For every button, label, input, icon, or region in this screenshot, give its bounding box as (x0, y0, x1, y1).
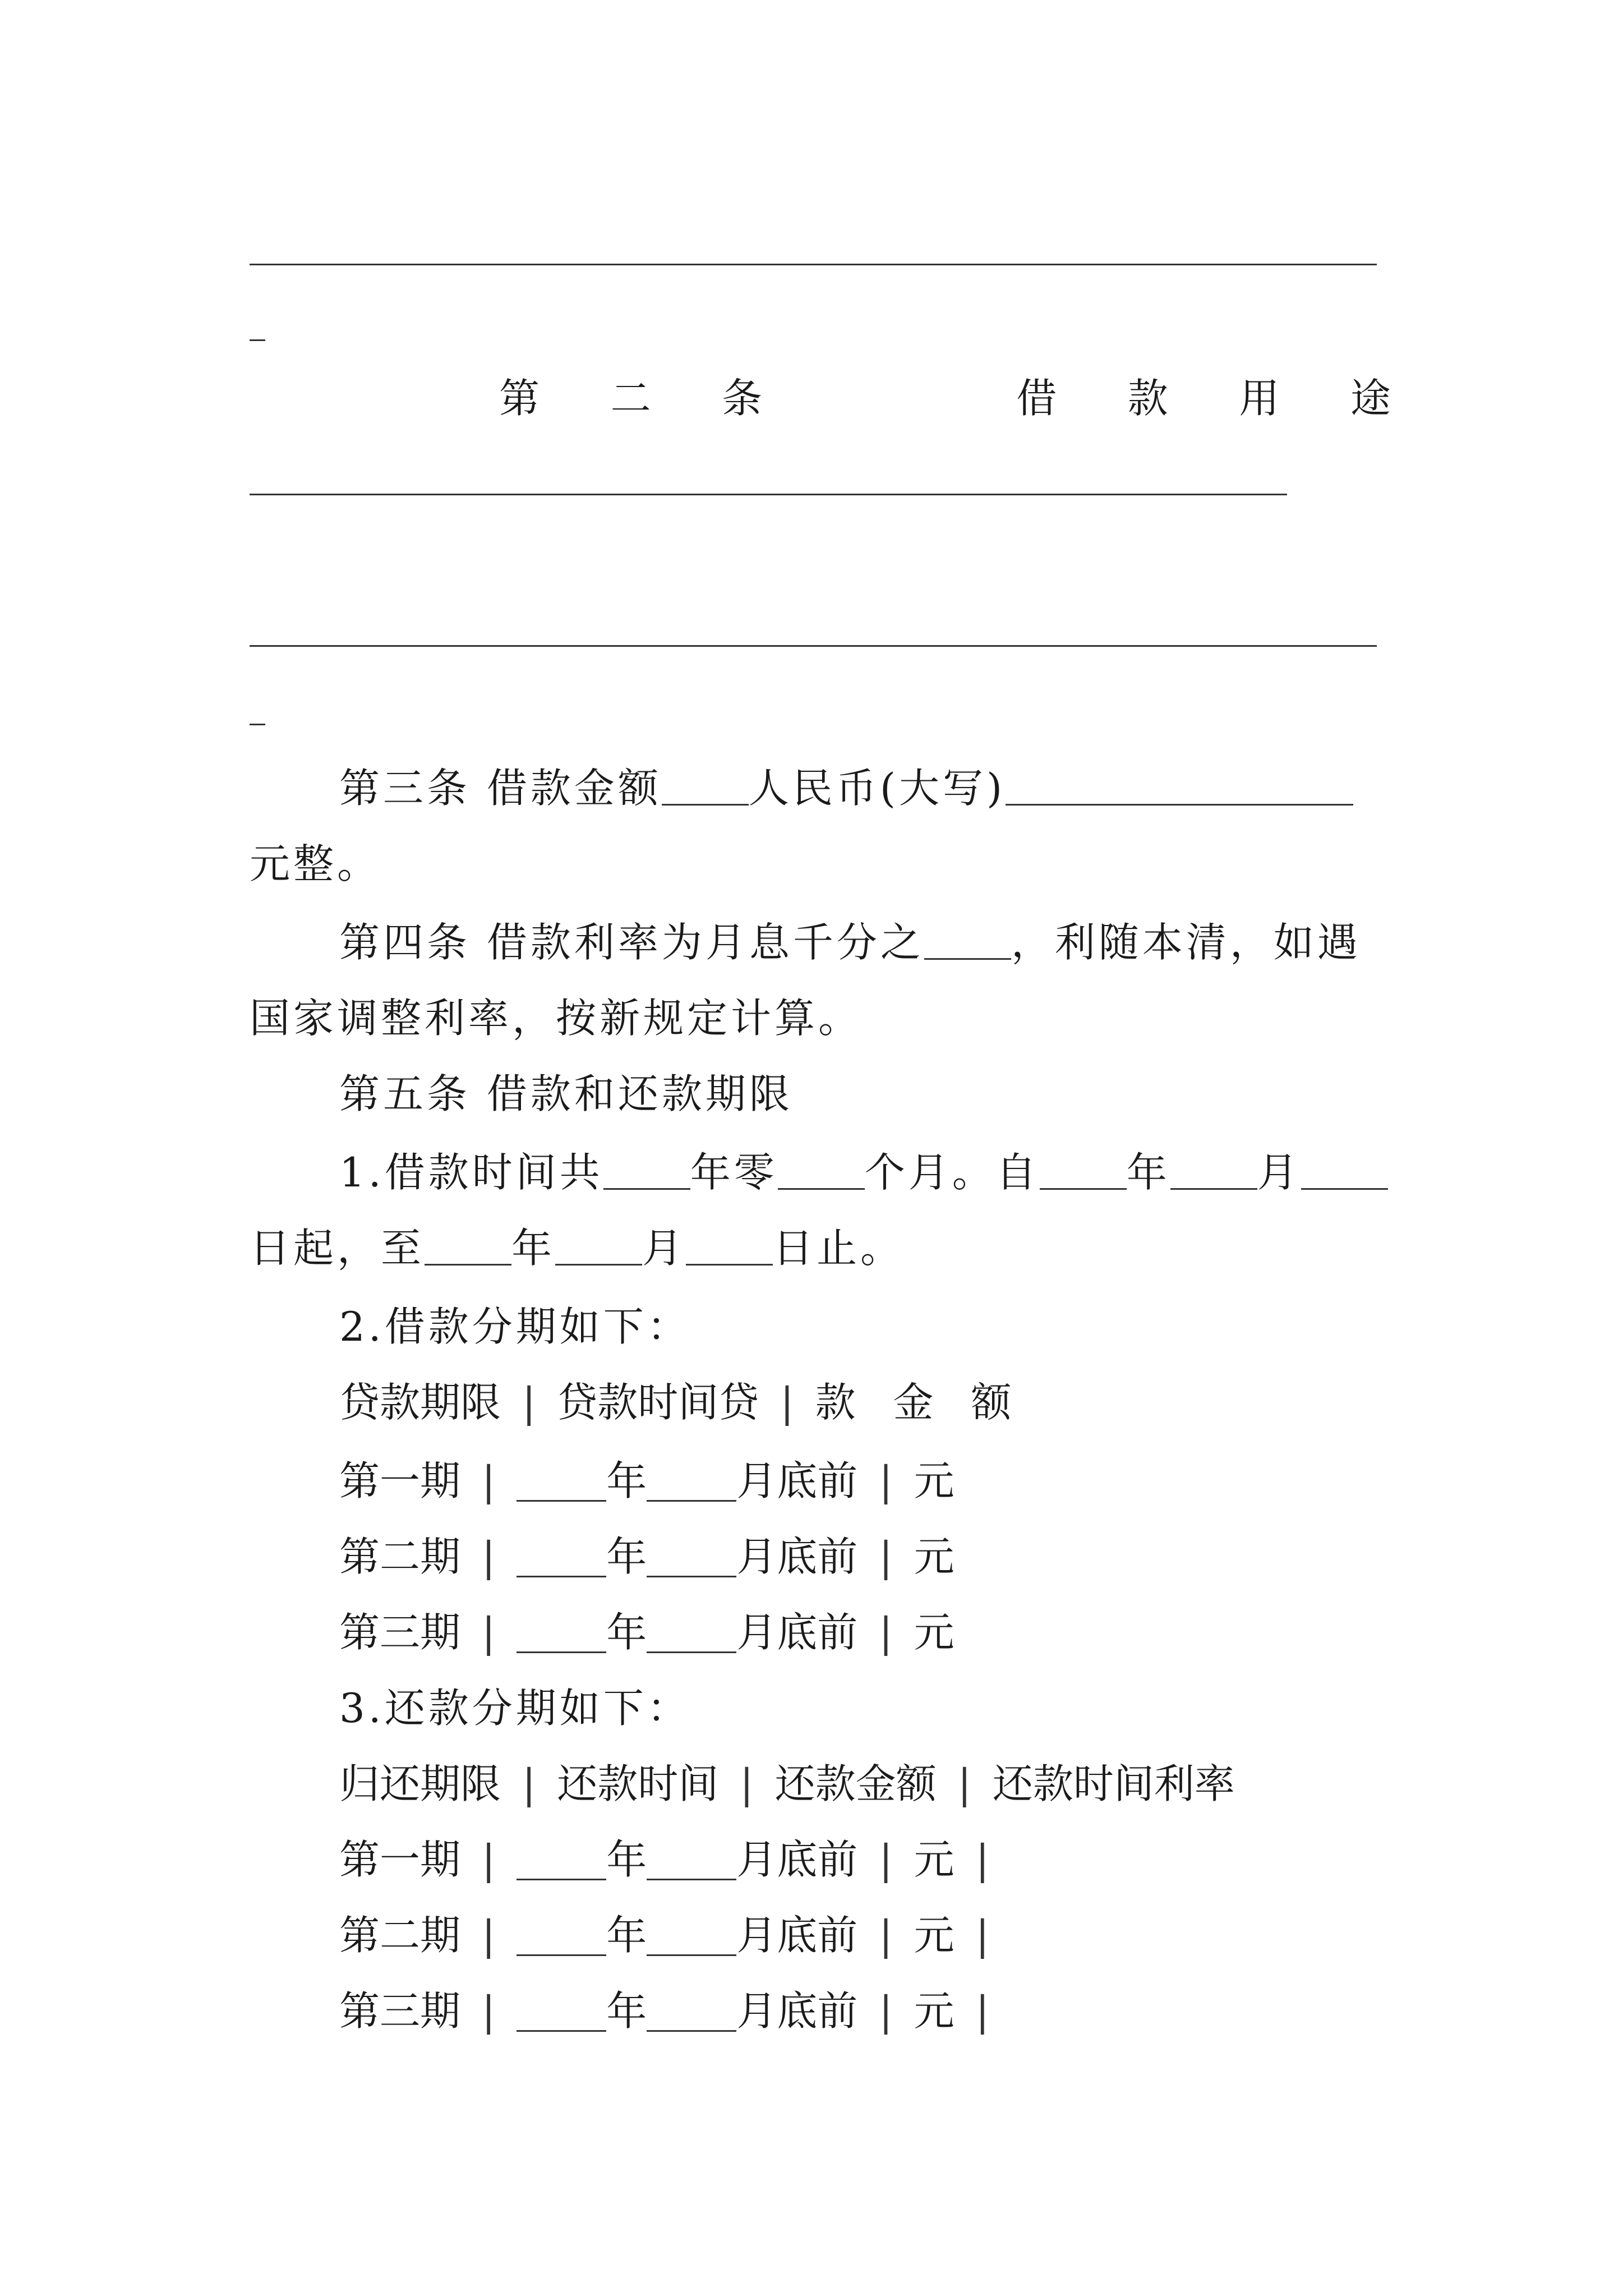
table-separator: | (879, 1609, 893, 1656)
year-label: 年 (606, 1457, 647, 1504)
article-3-prefix: 第三条 借款金额 (339, 765, 662, 812)
period-label: 第三期 (339, 1987, 461, 2035)
article-3-mid: 人民币(大写) (748, 765, 1006, 812)
blank-field[interactable] (778, 1149, 865, 1190)
unit-label: 元 (914, 1912, 955, 1959)
table-separator: | (482, 1457, 496, 1504)
table-header: 款 金 额 (815, 1379, 1024, 1426)
unit-label: 元 (914, 1609, 955, 1656)
text: 1.借款时间共 (339, 1149, 603, 1196)
fill-in-line (250, 264, 1377, 265)
table-row (339, 1907, 1011, 1963)
table-row (339, 1453, 955, 1509)
article-2-char: 二 (610, 375, 651, 422)
blank-field[interactable] (603, 1149, 690, 1190)
article-4-prefix: 第四条 借款利率为月息千分之 (339, 919, 924, 966)
blank-field[interactable] (1301, 1149, 1388, 1190)
blank-field[interactable] (662, 765, 749, 806)
article-4-line-1 (339, 914, 1361, 970)
unit-label: 元 (914, 1533, 955, 1580)
table-separator: | (957, 1760, 971, 1807)
blank-field[interactable] (517, 1991, 606, 2032)
article-2-char: 第 (499, 375, 540, 422)
article-4-suffix: ，利随本清，如遇 (1011, 919, 1361, 966)
article-5-item-1-line-2 (250, 1220, 904, 1276)
period-label: 第一期 (339, 1457, 461, 1504)
blank-field[interactable] (1170, 1149, 1257, 1190)
blank-field[interactable] (647, 1991, 736, 2032)
article-2-char: 款 (1127, 375, 1168, 422)
table-header: 还款时间利率 (992, 1760, 1235, 1807)
fill-in-line-stub (250, 724, 265, 725)
blank-field[interactable] (1006, 765, 1353, 806)
unit-label: 元 (914, 1987, 955, 2035)
table-separator: | (879, 1987, 893, 2035)
table-separator: | (522, 1379, 536, 1426)
text: 年 (1126, 1149, 1170, 1196)
year-label: 年 (606, 1912, 647, 1959)
text: 月 (642, 1225, 686, 1272)
article-2-char: 借 (1016, 375, 1057, 422)
article-3-tail: 元整。 (250, 840, 381, 887)
table-header: 还款金额 (774, 1760, 937, 1807)
blank-field[interactable] (647, 1461, 736, 1502)
blank-field[interactable] (647, 1839, 736, 1880)
text: 日止。 (773, 1225, 905, 1272)
period-label: 第三期 (339, 1609, 461, 1656)
month-label: 月底前 (736, 1912, 858, 1959)
table-separator: | (879, 1457, 893, 1504)
blank-field[interactable] (555, 1225, 642, 1266)
fill-in-line (250, 494, 1287, 495)
blank-field[interactable] (517, 1839, 606, 1880)
table-row (339, 1604, 955, 1660)
blank-field[interactable] (517, 1915, 606, 1956)
blank-field[interactable] (924, 919, 1011, 960)
unit-label: 元 (914, 1836, 955, 1883)
blank-field[interactable] (1040, 1149, 1127, 1190)
unit-label: 元 (914, 1457, 955, 1504)
text: 个月。自 (864, 1149, 1040, 1196)
month-label: 月底前 (736, 1987, 858, 2035)
month-label: 月底前 (736, 1457, 858, 1504)
table-separator: | (482, 1533, 496, 1580)
year-label: 年 (606, 1609, 647, 1656)
blank-field[interactable] (517, 1461, 606, 1502)
table-row (339, 1983, 1011, 2039)
blank-field[interactable] (647, 1915, 736, 1956)
text: 月 (1257, 1149, 1301, 1196)
period-label: 第二期 (339, 1533, 461, 1580)
table-separator: | (975, 1912, 989, 1959)
table-header: 贷款期限 (339, 1379, 501, 1426)
blank-field[interactable] (517, 1612, 606, 1653)
month-label: 月底前 (736, 1609, 858, 1656)
blank-field[interactable] (425, 1225, 511, 1266)
period-label: 第二期 (339, 1912, 461, 1959)
article-2-char: 用 (1239, 375, 1280, 422)
article-2-heading (499, 370, 1391, 426)
text: 日起，至 (250, 1225, 425, 1272)
article-5-item-1-line-1 (339, 1144, 1388, 1200)
article-5-item-2-title: 2.借款分期如下： (339, 1303, 691, 1350)
year-label: 年 (606, 1987, 647, 2035)
table-header: 贷款时间贷 (557, 1379, 759, 1426)
article-2-char: 条 (722, 375, 763, 422)
table-separator: | (780, 1379, 794, 1426)
blank-field[interactable] (686, 1225, 773, 1266)
table-header: 归还期限 (339, 1760, 501, 1807)
table-header: 还款时间 (557, 1760, 719, 1807)
article-5-title: 第五条 借款和还款期限 (339, 1070, 793, 1117)
fill-in-line-stub (250, 339, 265, 341)
table-separator: | (482, 1912, 496, 1959)
article-4-line-2: 国家调整利率，按新规定计算。 (250, 995, 863, 1042)
blank-field[interactable] (647, 1536, 736, 1577)
fill-in-line (250, 645, 1377, 647)
month-label: 月底前 (736, 1836, 858, 1883)
year-label: 年 (606, 1533, 647, 1580)
repay-table-header (339, 1756, 1235, 1812)
table-row (339, 1832, 1011, 1888)
article-3-line (339, 760, 1353, 816)
blank-field[interactable] (517, 1536, 606, 1577)
table-separator: | (482, 1609, 496, 1656)
table-separator: | (522, 1760, 536, 1807)
year-label: 年 (606, 1836, 647, 1883)
table-separator: | (879, 1912, 893, 1959)
text: 年 (511, 1225, 556, 1272)
table-separator: | (975, 1987, 989, 2035)
text: 年零 (690, 1149, 778, 1196)
table-separator: | (482, 1987, 496, 2035)
article-5-item-3-title: 3.还款分期如下： (339, 1685, 691, 1732)
table-separator: | (482, 1836, 496, 1883)
table-separator: | (879, 1533, 893, 1580)
blank-field[interactable] (647, 1612, 736, 1653)
table-separator: | (740, 1760, 754, 1807)
table-separator: | (975, 1836, 989, 1883)
month-label: 月底前 (736, 1533, 858, 1580)
table-row (339, 1529, 955, 1585)
loan-table-header (339, 1374, 1023, 1430)
period-label: 第一期 (339, 1836, 461, 1883)
table-separator: | (879, 1836, 893, 1883)
article-2-char: 途 (1350, 375, 1391, 422)
